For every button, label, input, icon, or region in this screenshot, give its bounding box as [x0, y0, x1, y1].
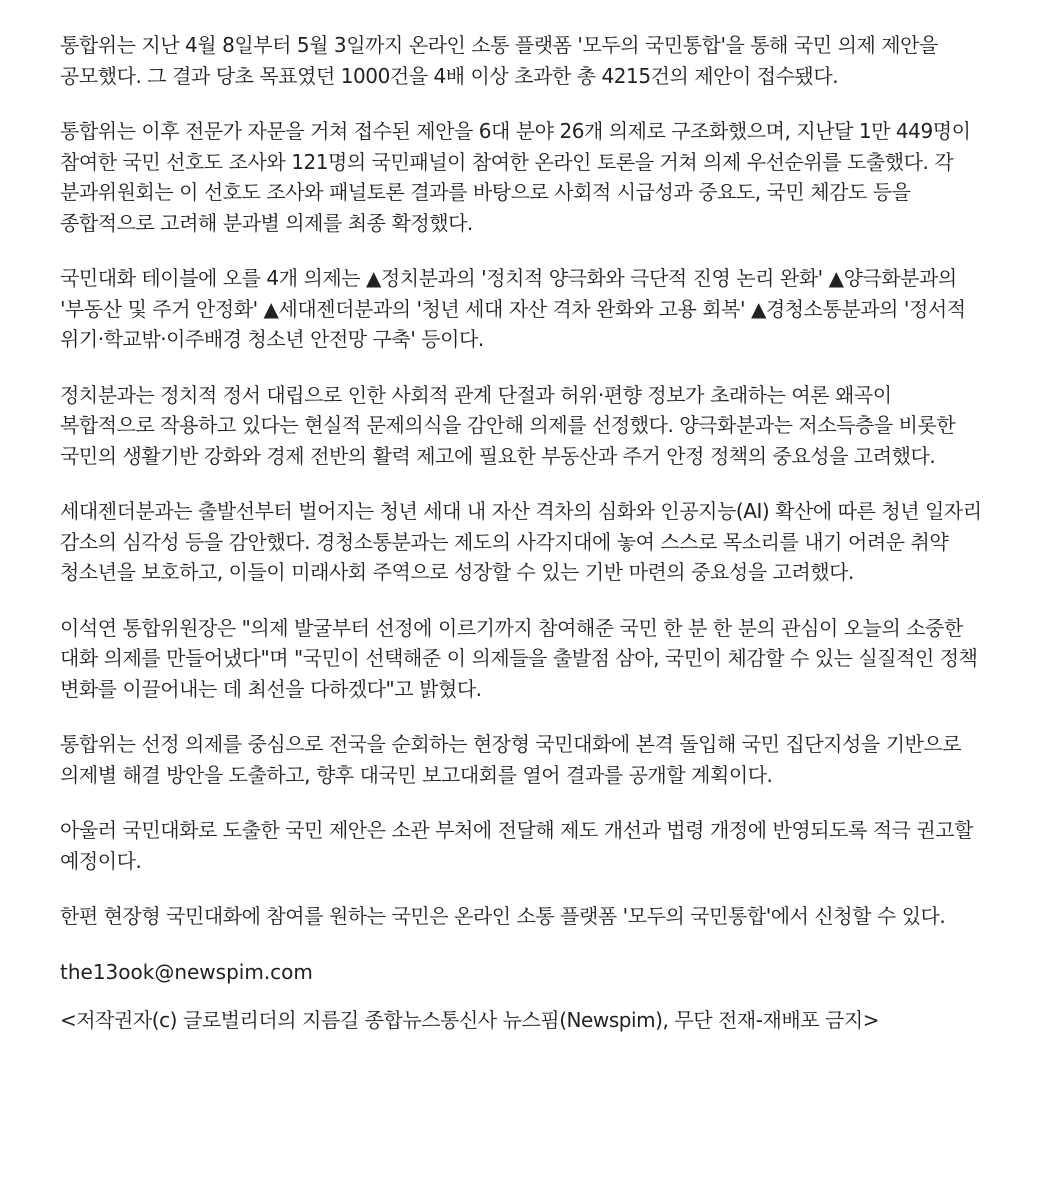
article-paragraph: 통합위는 지난 4월 8일부터 5월 3일까지 온라인 소통 플랫폼 '모두의 국민통합'을 통해 국민 의제 제안을 공모했다. 그 결과 당초 목표였던 1000건을 4배 이상 초과한 총 4215건의 제안이 접수됐다. [60, 33, 938, 88]
article-paragraph: 아울러 국민대화로 도출한 국민 제안은 소관 부처에 전달해 제도 개선과 법령 개정에 반영되도록 적극 권고할 예정이다. [60, 818, 973, 873]
reporter-email: the13ook@newspim.com [60, 959, 313, 984]
article-paragraph: 국민대화 테이블에 오를 4개 의제는 ▲정치분과의 '정치적 양극화와 극단적 진영 논리 완화' ▲양극화분과의 '부동산 및 주거 안정화' ▲세대젠더분과의 '청년 세대 자산 격차 완화와 고용 회복' ▲경청소통분과의 '정서적 위기·학교밖·이주배경 청소년 안전망 구축' 등이다. [60, 266, 966, 351]
article-paragraph: 이석연 통합위원장은 "의제 발굴부터 선정에 이르기까지 참여해준 국민 한 분 한 분의 관심이 오늘의 소중한 대화 의제를 만들어냈다"며 "국민이 선택해준 이 의제들을 출발점 삼아, 국민이 체감할 수 있는 실질적인 정책 변화를 이끌어내는 데 최선을 다하겠다"고 밝혔다. [60, 615, 978, 701]
article-paragraph: 통합위는 이후 전문가 자문을 거쳐 접수된 제안을 6대 분야 26개 의제로 구조화했으며, 지난달 1만 449명이 참여한 국민 선호도 조사와 121명의 국민패널이 참여한 온라인 토론을 거쳐 의제 우선순위를 도출했다. 각 분과위원회는 이 선호도 조사와 패널토론 결과를 바탕으로 사회적 시급성과 중요도, 국민 체감도 등을 종합적으로 고려해 분과별 의제를 최종 확정했다. [60, 119, 971, 235]
article-paragraph: 세대젠더분과는 출발선부터 벌어지는 청년 세대 내 자산 격차의 심화와 인공지능(AI) 확산에 따른 청년 일자리 감소의 심각성 등을 감안했다. 경청소통분과는 제도의 사각지대에 놓여 스스로 목소리를 내기 어려운 취약 청소년을 보호하고, 이들이 미래사회 주역으로 성장할 수 있는 기반 마련의 중요성을 고려했다. [60, 499, 982, 584]
article-body [60, 30, 985, 1035]
copyright-notice: <저작권자(c) 글로벌리더의 지름길 종합뉴스통신사 뉴스핌(Newspim), 무단 전재-재배포 금지> [60, 1007, 880, 1032]
article-paragraph: 한편 현장형 국민대화에 참여를 원하는 국민은 온라인 소통 플랫폼 '모두의 국민통합'에서 신청할 수 있다. [60, 904, 946, 928]
article-paragraph: 통합위는 선정 의제를 중심으로 전국을 순회하는 현장형 국민대화에 본격 돌입해 국민 집단지성을 기반으로 의제별 해결 방안을 도출하고, 향후 대국민 보고대회를 열어 결과를 공개할 계획이다. [60, 732, 962, 787]
article-paragraph: 정치분과는 정치적 정서 대립으로 인한 사회적 관계 단절과 허위·편향 정보가 초래하는 여론 왜곡이 복합적으로 작용하고 있다는 현실적 문제의식을 감안해 의제를 선정했다. 양극화분과는 저소득층을 비롯한 국민의 생활기반 강화와 경제 전반의 활력 제고에 필요한 부동산과 주거 안정 정책의 중요성을 고려했다. [60, 382, 956, 468]
